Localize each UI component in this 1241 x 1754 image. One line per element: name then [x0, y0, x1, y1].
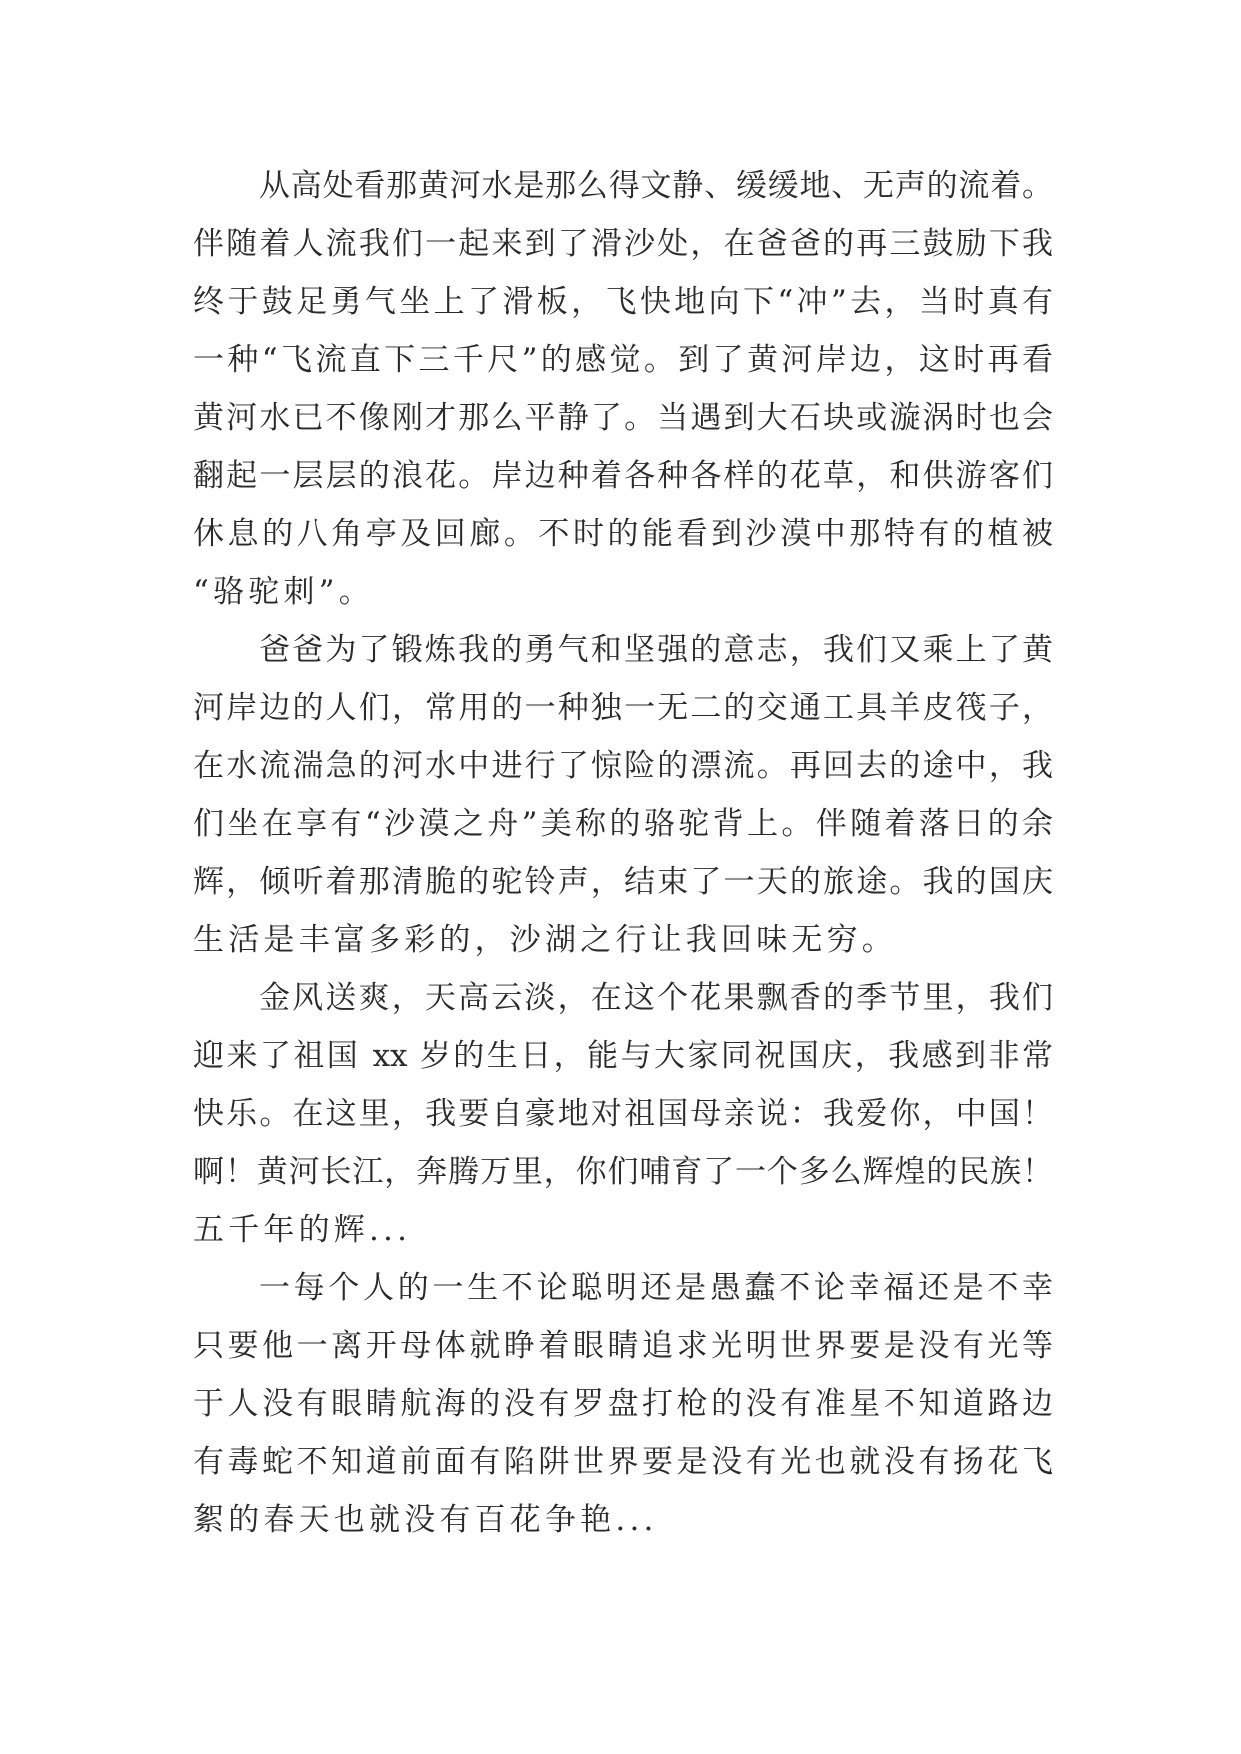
paragraph-line: 们坐在享有“沙漠之舟”美称的骆驼背上。伴随着落日的余	[193, 806, 1053, 842]
paragraph-line: 金风送爽，天高云淡，在这个花果飘香的季节里，我们	[259, 980, 1053, 1016]
paragraph-2	[193, 621, 1053, 969]
paragraph-line: 黄河水已不像刚才那么平静了。当遇到大石块或漩涡时也会	[193, 400, 1053, 436]
paragraph-line: 于人没有眼睛航海的没有罗盘打枪的没有准星不知道路边	[193, 1386, 1053, 1422]
paragraph-line: 休息的八角亭及回廊。不时的能看到沙漠中那特有的植被	[193, 516, 1053, 552]
paragraph-line: 爸爸为了锻炼我的勇气和坚强的意志，我们又乘上了黄	[259, 632, 1053, 668]
document-body	[193, 157, 1053, 1549]
paragraph-line: 一种“飞流直下三千尺”的感觉。到了黄河岸边，这时再看	[193, 342, 1053, 378]
paragraph-line: 五千年的辉...	[193, 1212, 412, 1248]
paragraph-line: 迎来了祖国 xx 岁的生日，能与大家同祝国庆，我感到非常	[193, 1038, 1053, 1074]
paragraph-line: 有毒蛇不知道前面有陷阱世界要是没有光也就没有扬花飞	[193, 1444, 1053, 1480]
paragraph-line: 啊！黄河长江，奔腾万里，你们哺育了一个多么辉煌的民族！	[193, 1154, 1053, 1190]
paragraph-1	[193, 157, 1053, 621]
paragraph-line: 翻起一层层的浪花。岸边种着各种各样的花草，和供游客们	[193, 458, 1053, 494]
paragraph-3	[193, 969, 1053, 1259]
paragraph-line: 一每个人的一生不论聪明还是愚蠢不论幸福还是不幸	[259, 1270, 1053, 1306]
paragraph-line: 伴随着人流我们一起来到了滑沙处，在爸爸的再三鼓励下我	[193, 226, 1053, 262]
paragraph-line: 从高处看那黄河水是那么得文静、缓缓地、无声的流着。	[259, 168, 1053, 204]
paragraph-line: 在水流湍急的河水中进行了惊险的漂流。再回去的途中，我	[193, 748, 1053, 784]
paragraph-4	[193, 1259, 1053, 1549]
paragraph-line: 辉，倾听着那清脆的驼铃声，结束了一天的旅途。我的国庆	[193, 864, 1053, 900]
paragraph-line: 终于鼓足勇气坐上了滑板，飞快地向下“冲”去，当时真有	[193, 284, 1053, 320]
paragraph-line: 快乐。在这里，我要自豪地对祖国母亲说：我爱你，中国！	[193, 1096, 1053, 1132]
paragraph-line: 生活是丰富多彩的，沙湖之行让我回味无穷。	[193, 922, 897, 958]
paragraph-line: “骆驼刺”。	[193, 574, 374, 610]
paragraph-line: 河岸边的人们，常用的一种独一无二的交通工具羊皮筏子，	[193, 690, 1053, 726]
paragraph-line: 絮的春天也就没有百花争艳...	[193, 1502, 658, 1538]
paragraph-line: 只要他一离开母体就睁着眼睛追求光明世界要是没有光等	[193, 1328, 1053, 1364]
